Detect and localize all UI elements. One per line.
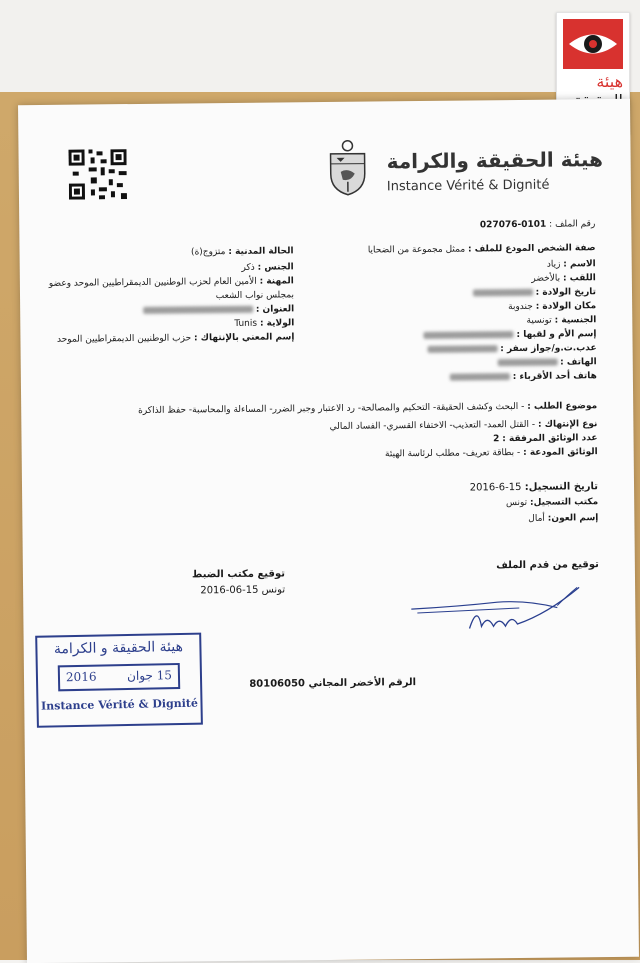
file-number-value: 0101-027076 xyxy=(479,219,547,231)
file-number: رقم الملف : 0101-027076 xyxy=(479,219,596,231)
hotline-number: 80106050 xyxy=(249,678,306,690)
nationality: الجنسية : تونسية xyxy=(526,315,597,326)
official-stamp xyxy=(35,633,203,728)
relative-phone: هاتف أحد الأقرباء : xyxy=(450,371,597,384)
eye-icon xyxy=(563,19,623,69)
request-subject: موضوع الطلب : - البحث وكشف الحقيقة- التحكيم والمصالحة- رد الاعتبار وجبر الضرر- المساءلة والمحاسبة- حفظ الذاكرة xyxy=(138,401,598,416)
depositor-signature-label: توقيع من قدم الملف xyxy=(496,559,599,572)
first-name: الاسم : زياد xyxy=(546,259,596,270)
redacted-value xyxy=(143,306,253,314)
wall-background xyxy=(0,0,640,92)
gender: الجنس : ذكر xyxy=(241,262,294,273)
redacted-value xyxy=(450,373,510,381)
org-name-french: Instance Vérité & Dignité xyxy=(386,177,550,195)
mother-name: إسم الأم و لقبها : xyxy=(424,329,597,342)
redacted-value xyxy=(497,359,557,367)
attachments-count: عدد الوثائق المرفقة : 2 xyxy=(493,433,598,445)
stamp-year: 2016 xyxy=(65,669,97,685)
stamp-org-french: Instance Vérité & Dignité xyxy=(40,696,199,713)
civil-status: الحالة المدنية : متزوج(ة) xyxy=(190,246,294,258)
redacted-value xyxy=(473,289,533,297)
depositor-capacity: صفة الشخص المودع للملف : ممثل مجموعة من الضحايا xyxy=(367,243,596,256)
birth-place: مكان الولادة : جندوبة xyxy=(508,301,597,313)
registration-agent: إسم العون: أمال xyxy=(528,513,599,524)
stamp-org-arabic: هيئة الحقيقة و الكرامة xyxy=(53,638,184,658)
org-name-arabic: هيئة الحقيقة والكرامة xyxy=(386,147,604,174)
stamp-date-box xyxy=(58,663,180,691)
profession: المهنة : الأمين العام لحزب الوطنيين الديمقراطيين الموحد وعضو xyxy=(48,276,294,289)
birth-date: تاريخ الولادة : xyxy=(473,287,596,299)
hotline: الرقم الأخضر المجاني 80106050 xyxy=(249,677,417,690)
redacted-value xyxy=(424,331,514,339)
stamp-day-month: 15 جوان xyxy=(126,668,173,684)
phone: الهاتف : xyxy=(497,357,597,369)
registration-office: مكتب التسجيل: تونس xyxy=(505,497,599,509)
qr-code-icon xyxy=(68,149,127,200)
violation-type: نوع الإنتهاك : - القتل العمد- التعذيب- الاختفاء القسري- الفساد المالي xyxy=(329,419,598,432)
address: العنوان : xyxy=(143,304,294,317)
id-passport: عدب.ت.و/جواز سفر : xyxy=(427,343,596,356)
document-paper xyxy=(18,99,639,963)
registration-date: تاريخ التسجيل: 15-6-2016 xyxy=(469,481,599,494)
deposited-documents: الوثائق المودعة : - بطاقة تعريف- مطلب لرئاسة الهيئة xyxy=(384,447,598,460)
violator-name: إسم المعني بالإنتهاك : حزب الوطنيين الديمقراطيين الموحد xyxy=(56,332,295,345)
redacted-value xyxy=(427,345,497,353)
logo-line-1: هيئة xyxy=(596,72,623,91)
handwritten-signature xyxy=(407,583,588,645)
control-office-signature-label: توقيع مكتب الضبط xyxy=(191,568,285,581)
governorate: الولاية : Tunis xyxy=(234,318,295,329)
profession-continued: بمجلس نواب الشعب xyxy=(215,290,295,302)
last-name: اللقب : بالأخضر xyxy=(531,273,596,284)
tunisia-emblem-icon xyxy=(322,139,373,196)
control-office-date: تونس 15-06-2016 xyxy=(200,584,286,597)
